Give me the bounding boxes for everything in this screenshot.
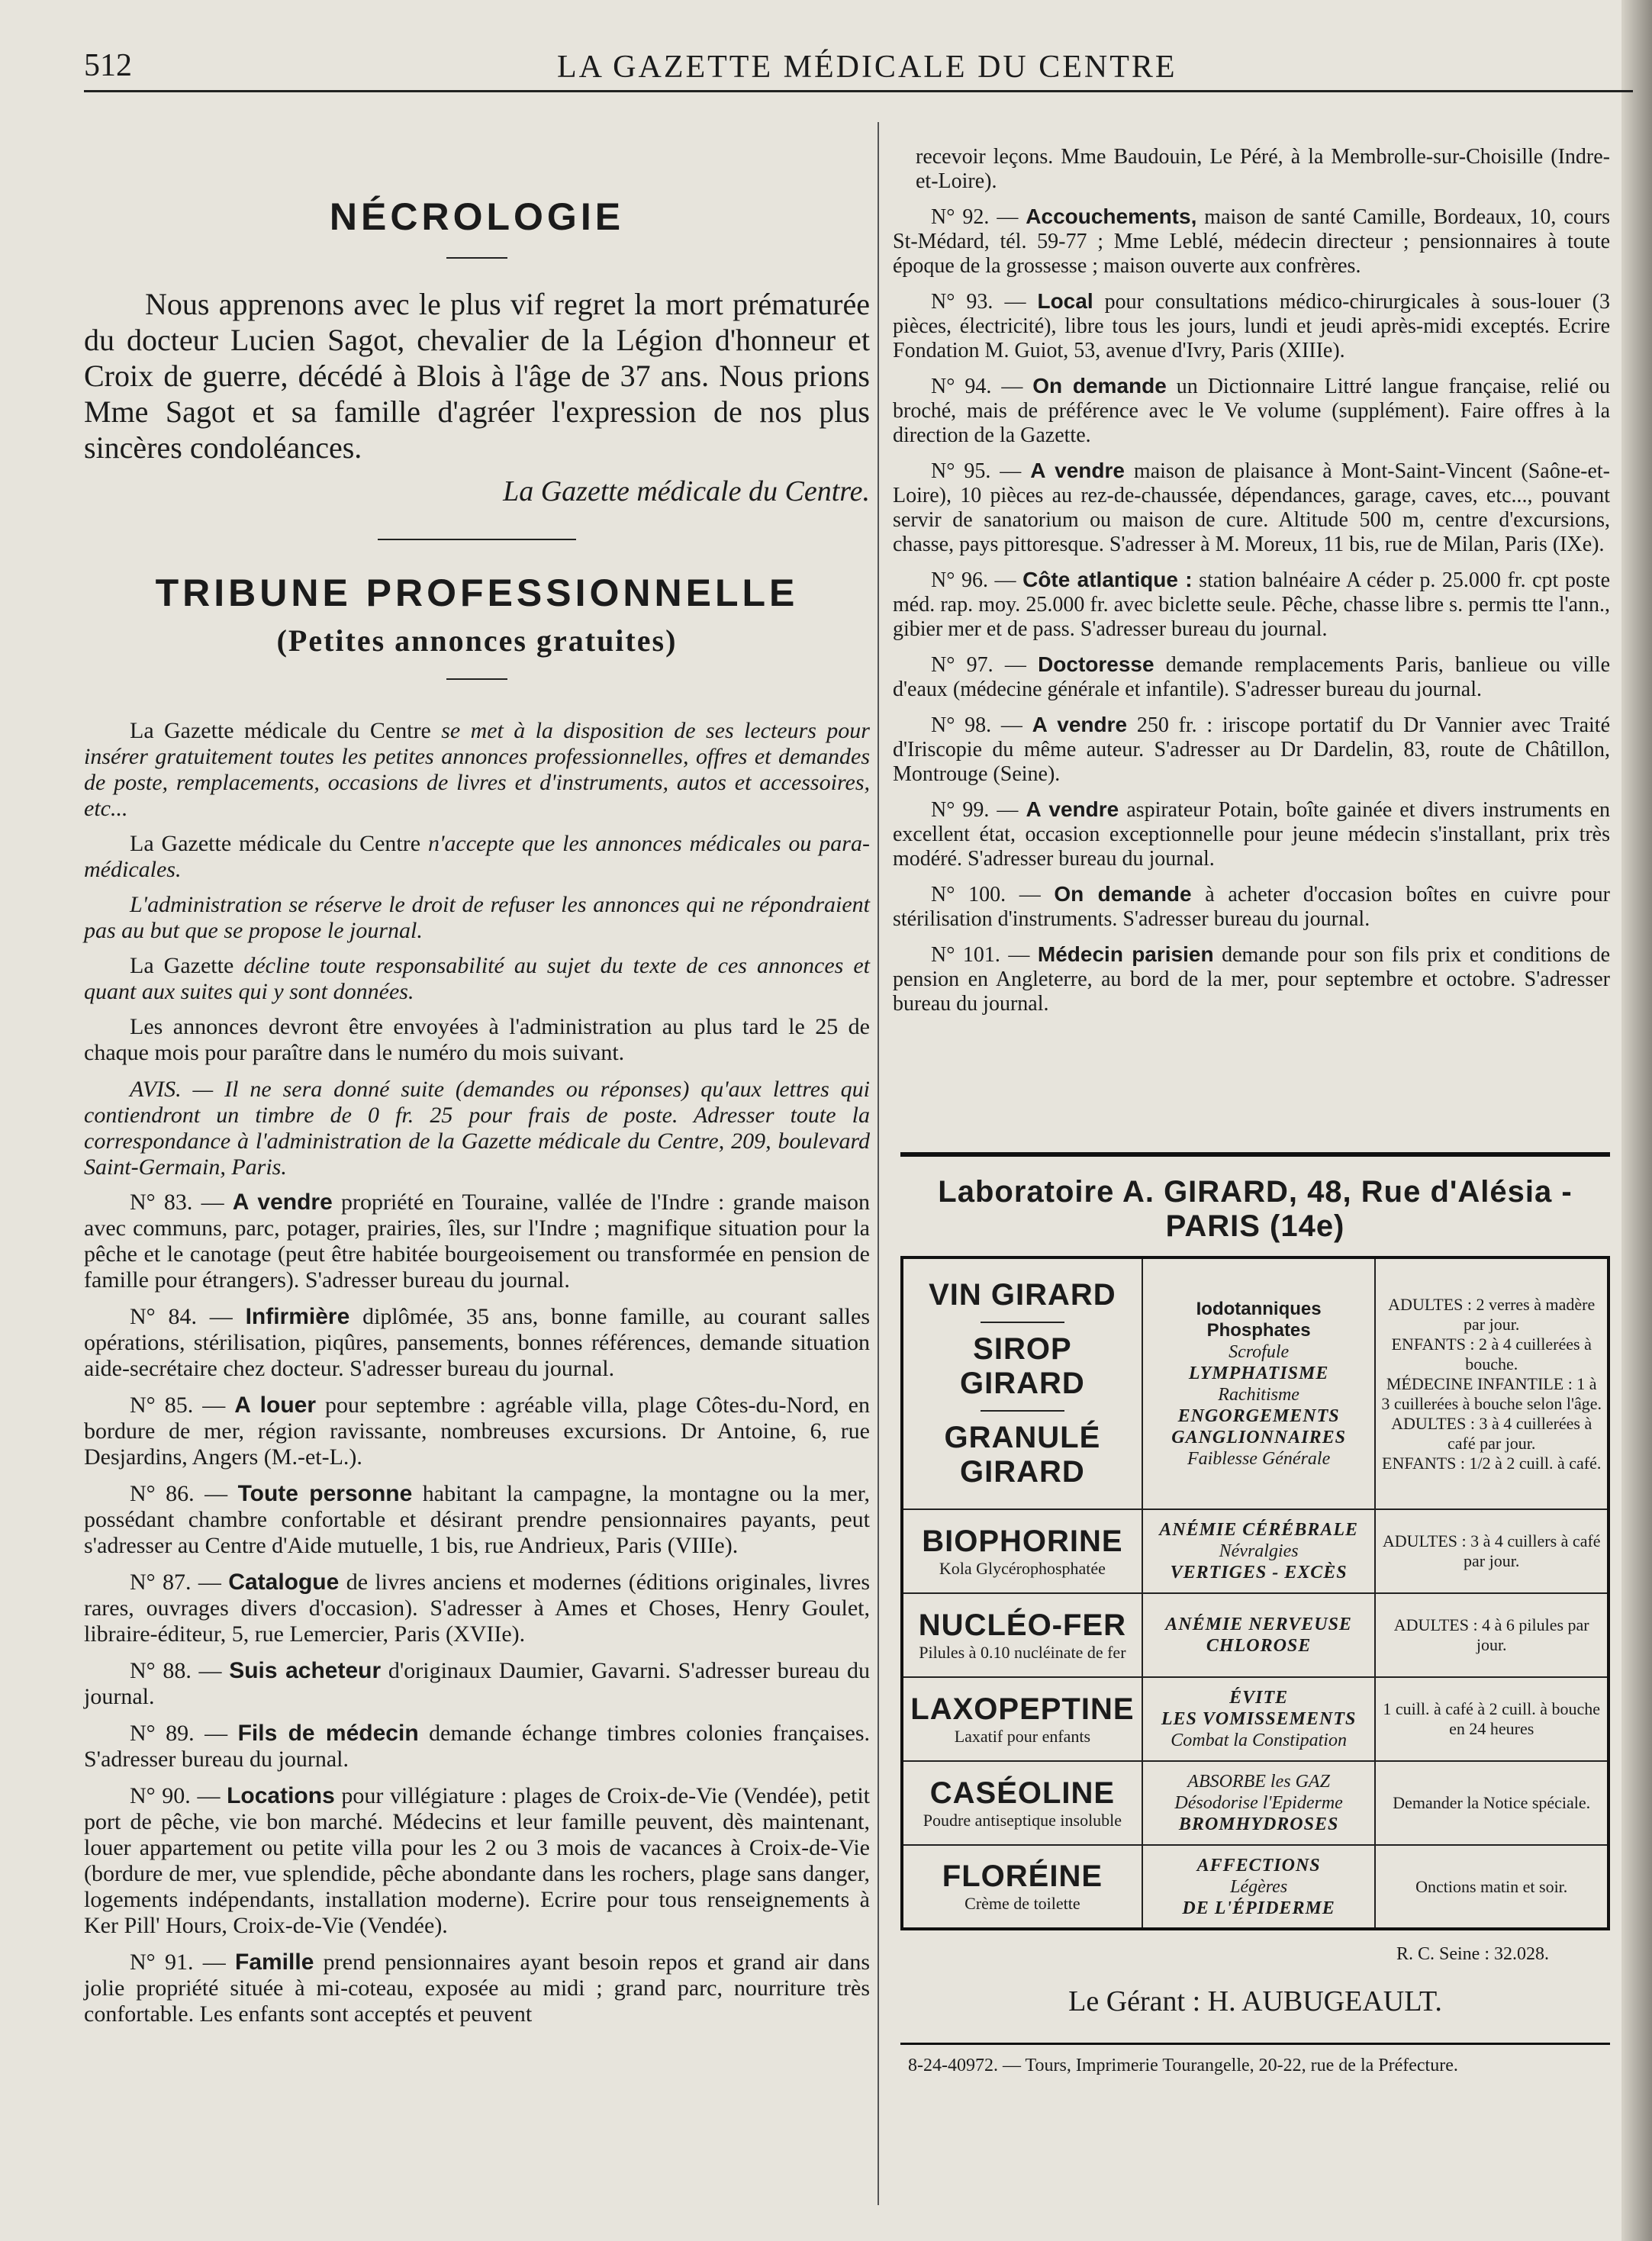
product-name: LAXOPEPTINE (910, 1692, 1135, 1726)
intro-paragraph (84, 831, 870, 883)
column-separator (878, 122, 879, 2205)
gerant-line: Le Gérant : H. AUBUGEAULT. (1068, 1985, 1442, 2017)
ad-number: N° 94. — (931, 375, 1033, 398)
product-row (902, 1257, 1609, 1509)
indication-cell (1142, 1761, 1376, 1845)
indication-line: Phosphates (1206, 1319, 1311, 1341)
indication-line: Désodorise l'Epiderme (1174, 1793, 1343, 1813)
ad-text: pour septembre : agréable villa, plage Côtes-du-Nord, en bordure de mer, région ravissante, nombreuses excursions. Dr Antoine, 6, rue Desjardins, Angers (M.-et-L.). (84, 1393, 870, 1470)
right-column (893, 145, 1610, 1027)
product-cell (902, 1257, 1142, 1509)
ad-keyword: Côte atlantique : (1022, 568, 1193, 591)
ad-number: N° 98. — (931, 713, 1032, 737)
ad-keyword: Suis acheteur (229, 1658, 382, 1683)
classified-ad (84, 1393, 870, 1470)
ad-text: demande échange timbres colonies françaises. S'adresser bureau du journal. (84, 1721, 870, 1772)
dosage-line: ADULTES : 2 verres à madère par jour. (1388, 1294, 1596, 1334)
indication-cell (1142, 1677, 1376, 1761)
ad-keyword: Médecin parisien (1037, 942, 1214, 966)
product-divider (981, 1410, 1064, 1412)
ads-left-list (84, 1190, 870, 2027)
indication-line: Rachitisme (1218, 1384, 1299, 1405)
ad-number: N° 92. — (931, 205, 1026, 229)
classified-ad (893, 942, 1610, 1016)
ad-number: N° 100. — (931, 883, 1055, 906)
ad-text: station balnéaire A céder p. 25.000 fr. cpt poste méd. rap. moy. 25.000 fr. avec biclette seule. Pêche, chasse libre s. permis tte l'ann., gibier mer et de pass. S'adresser bureau du journal. (893, 568, 1610, 641)
ad-keyword: On demande (1054, 882, 1192, 906)
necrologie-signature: La Gazette médicale du Centre. (503, 475, 870, 507)
product-name: CASÉOLINE (929, 1776, 1116, 1810)
footer-rule (900, 2043, 1610, 2045)
ad-number: N° 89. — (130, 1721, 238, 1746)
ad-number: N° 95. — (931, 459, 1031, 483)
journal-title: LA GAZETTE MÉDICALE DU CENTRE (557, 50, 1177, 85)
ad-number: N° 83. — (130, 1190, 233, 1215)
ad-text: demande remplacements Paris, banlieue ou ville d'eaux (médecine générale et infantile). S'adresser bureau du journal. (893, 653, 1610, 701)
indication-line: ANÉMIE CÉRÉBRALE (1159, 1520, 1358, 1540)
product-cell (902, 1677, 1142, 1761)
indication-line: AFFECTIONS (1196, 1855, 1321, 1876)
binding-edge (1621, 0, 1652, 2241)
ad-number: N° 88. — (130, 1658, 230, 1683)
classified-ad (84, 1950, 870, 2027)
product-cell (902, 1845, 1142, 1929)
classified-ad (893, 713, 1610, 787)
ad-text: de livres anciens et modernes (éditions originales, livres rares, ouvrages divers d'occasion). S'adresser à Ames et Choses, Henry Goulet, libraire-éditeur, 5, rue Lemercier, Paris (XVIIe). (84, 1570, 870, 1647)
ad-text: maison de santé Camille, Bordeaux, 10, cours St-Médard, tél. 59-77 ; Mme Leblé, médecin directeur ; pensionnaires à toute époque de la grossesse ; maison ouverte aux confrères. (893, 205, 1611, 278)
intro-text: L'administration se réserve le droit de refuser les annonces qui ne répondraient pas au but que se propose le journal. (84, 892, 870, 943)
dosage-line: Demander la Notice spéciale. (1393, 1793, 1591, 1812)
intro-paragraph (84, 953, 870, 1005)
tribune-notice: Les annonces devront être envoyées à l'administration au plus tard le 25 de chaque mois pour paraître dans le numéro du mois suivant. (84, 1014, 870, 1065)
product-name: NUCLÉO-FER (918, 1608, 1127, 1642)
ad-keyword: On demande (1032, 374, 1167, 398)
indication-cell (1142, 1593, 1376, 1677)
product-name: FLORÉINE (942, 1859, 1103, 1893)
indication-line: ANÉMIE NERVEUSE (1165, 1615, 1352, 1634)
product-row (902, 1677, 1609, 1761)
indication-line: CHLOROSE (1206, 1636, 1312, 1656)
intro-paragraph (84, 892, 870, 944)
ad-keyword: Catalogue (228, 1570, 340, 1595)
indication-line: LYMPHATISME (1188, 1363, 1329, 1383)
ads-right-list (893, 204, 1610, 1016)
product-row (902, 1761, 1609, 1845)
classified-ad (893, 882, 1610, 932)
ad-number: N° 91. — (130, 1950, 235, 1975)
necrologie-text: Nous apprenons avec le plus vif regret la mort prématurée du docteur Lucien Sagot, chevalier de la Légion d'honneur et Croix de guerre, décédé à Blois à l'âge de 37 ans. Nous prions Mme Sagot et sa famille d'agréer l'expression de nos plus sincères condoléances. (84, 287, 870, 465)
left-column (84, 114, 870, 2038)
indication-line: ABSORBE les GAZ (1187, 1772, 1330, 1792)
classified-ad (84, 1304, 870, 1382)
product-name: VIN GIRARD (929, 1278, 1116, 1312)
ad-text: diplômée, 35 ans, bonne famille, au courant salles opérations, stérilisation, piqûres, pansements, bonnes références, demande situation aide-secrétaire chez docteur. S'adresser bureau du journal. (84, 1304, 870, 1381)
product-description: Laxatif pour enfants (954, 1726, 1091, 1746)
indication-line: Légères (1230, 1876, 1288, 1897)
ad-number: N° 93. — (931, 290, 1038, 314)
ad-number: N° 101. — (931, 943, 1038, 967)
intro-lead: La Gazette (130, 953, 234, 978)
ad-text: habitant la campagne, la montagne ou la mer, possédant chambre confortable et désirant prendre pensionnaires payants, peut s'adresser au Centre d'Aide mutuelle, 1 bis, rue Andrieux, Paris (VIIIe). (84, 1481, 870, 1558)
ad-91-continuation: recevoir leçons. Mme Baudouin, Le Péré, à la Membrolle-sur-Choisille (Indre-et-Loire). (916, 145, 1610, 193)
ad-text: demande pour son fils prix et conditions de pension en Angleterre, au bord de la mer, pour septembre et octobre. S'adresser bureau du journal. (893, 943, 1611, 1016)
ad-text: pour consultations médico-chirurgicales à sous-louer (3 pièces, électricité), libre tous les jours, lundi et jeudi après-midi exceptés. Ecrire Fondation M. Guiot, 53, avenue d'Ivry, Paris (XIIIe). (893, 290, 1610, 362)
ad-keyword: Toute personne (237, 1481, 413, 1506)
dosage-cell (1375, 1593, 1609, 1677)
necrologie-title: NÉCROLOGIE (329, 195, 625, 238)
classified-ad (84, 1783, 870, 1939)
classified-ad (893, 652, 1610, 702)
ad-keyword: Famille (235, 1950, 314, 1975)
ad-number: N° 97. — (931, 653, 1039, 677)
indication-line: Faiblesse Générale (1187, 1448, 1331, 1469)
intro-paragraph (84, 718, 870, 822)
rc-seine: R. C. Seine : 32.028. (1396, 1944, 1549, 1964)
indication-cell (1142, 1257, 1376, 1509)
classified-ad (84, 1190, 870, 1293)
ad-text: maison de plaisance à Mont-Saint-Vincent (Saône-et-Loire), 10 pièces au rez-de-chaussée, dépendances, garage, caves, etc..., pouvant servir de sanatorium ou maison de cure. Altitude 500 m, centre d'excursions, chasse, pays pittoresque. S'adresser à M. Moreux, 11 bis, rue de Milan, Paris (IXe). (893, 459, 1610, 556)
indication-line: ENGORGEMENTS (1177, 1405, 1340, 1426)
classified-ad (84, 1570, 870, 1647)
indication-line: GANGLIONNAIRES (1171, 1427, 1346, 1447)
dosage-line: ADULTES : 3 à 4 cuillerées à café par jour. (1391, 1413, 1592, 1453)
classified-ad (893, 568, 1610, 642)
ad-number: N° 84. — (130, 1304, 246, 1329)
ad-keyword: A vendre (1032, 713, 1128, 736)
ad-text: aspirateur Potain, boîte gainée et divers instruments en excellent état, occasion exceptionnelle pour jeune médecin s'installant, prix très modéré. S'adresser bureau du journal. (893, 798, 1611, 871)
tribune-intro (84, 718, 870, 1005)
tribune-rule (446, 678, 507, 680)
ad-text: un Dictionnaire Littré langue française, relié ou broché, mais de préférence avec le Ve volume (supplément). Faire offres à la direction de la Gazette. (893, 375, 1611, 447)
product-name: BIOPHORINE (922, 1524, 1123, 1558)
product-divider (981, 1322, 1064, 1323)
tribune-avis: AVIS. — Il ne sera donné suite (demandes ou réponses) qu'aux lettres qui contiendront un timbre de 0 fr. 25 pour frais de poste. Adresser toute la correspondance à l'administration de la Gazette médicale du Centre, 209, boulevard Saint-Germain, Paris. (84, 1077, 870, 1180)
ad-keyword: A vendre (1026, 797, 1119, 821)
product-name: GRANULÉ GIRARD (944, 1421, 1101, 1489)
ad-keyword: A louer (234, 1393, 317, 1418)
dosage-line: ADULTES : 4 à 6 pilules par jour. (1393, 1615, 1589, 1654)
laboratoire-title: Laboratoire A. GIRARD, 48, Rue d'Alésia - PARIS (14e) (938, 1175, 1573, 1243)
intro-text: n'accepte que les annonces médicales ou para-médicales. (84, 831, 870, 882)
dosage-line: MÉDECINE INFANTILE : 1 à 3 cuillerées à bouche selon l'âge. (1381, 1373, 1602, 1413)
ad-text: 250 fr. : iriscope portatif du Dr Vannier avec Traité d'Iriscopie du même auteur. S'adresser au Dr Dardelin, 83, route de Châtillon, Montrouge (Seine). (893, 713, 1611, 786)
ad-text: propriété en Touraine, vallée de l'Indre : grande maison avec communs, parc, potager, prairies, îles, sur l'Indre ; magnifique situation pour la pêche et le canotage (peut être habitée bourgeoisement ou transformée en pension de famille pour étrangers). S'adresser bureau du journal. (84, 1190, 870, 1293)
tribune-title: TRIBUNE PROFESSIONNELLE (155, 572, 799, 614)
dosage-line: Onctions matin et soir. (1415, 1876, 1568, 1896)
classified-ad (84, 1481, 870, 1559)
ad-text: à acheter d'occasion boîtes en cuivre pour stérilisation d'instruments. S'adresser bureau du journal. (893, 883, 1611, 931)
classified-ad (84, 1721, 870, 1773)
indication-line: Iodotanniques (1196, 1298, 1322, 1319)
indication-line: DE L'ÉPIDERME (1182, 1898, 1335, 1918)
advert-top-rule (900, 1152, 1610, 1157)
ad-keyword: Infirmière (245, 1304, 350, 1329)
indication-cell (1142, 1845, 1376, 1929)
ad-keyword: Fils de médecin (237, 1721, 419, 1746)
ad-text: d'originaux Daumier, Gavarni. S'adresser bureau du journal. (84, 1658, 870, 1709)
dosage-line: ENFANTS : 1/2 à 2 cuill. à café. (1382, 1453, 1602, 1473)
ad-number: N° 86. — (130, 1481, 238, 1506)
running-header (84, 47, 1595, 101)
classified-ad (893, 797, 1610, 871)
section-rule (378, 539, 576, 540)
indication-line: BROMHYDROSES (1178, 1814, 1339, 1834)
indication-line: Scrofule (1229, 1341, 1290, 1362)
product-cell (902, 1593, 1142, 1677)
ad-keyword: Doctoresse (1038, 652, 1154, 676)
necrologie-rule (446, 257, 507, 259)
product-description: Kola Glycérophosphatée (939, 1558, 1106, 1578)
tribune-subtitle: (Petites annonces gratuites) (276, 623, 678, 658)
indication-line: Névralgies (1219, 1541, 1299, 1561)
indication-line: LES VOMISSEMENTS (1161, 1709, 1357, 1729)
product-table (900, 1256, 1610, 1930)
product-name: SIROP GIRARD (960, 1332, 1085, 1400)
indication-cell (1142, 1509, 1376, 1593)
classified-ad (84, 1658, 870, 1710)
product-description: Pilules à 0.10 nucléinate de fer (919, 1642, 1126, 1662)
ad-keyword: Local (1037, 289, 1093, 313)
product-row (902, 1845, 1609, 1929)
printer-line: 8-24-40972. — Tours, Imprimerie Tourangelle, 20-22, rue de la Préfecture. (908, 2056, 1458, 2075)
product-row (902, 1509, 1609, 1593)
ad-number: N° 85. — (130, 1393, 235, 1418)
classified-ad (893, 204, 1610, 279)
ad-number: N° 90. — (130, 1783, 227, 1808)
indication-line: ÉVITE (1229, 1688, 1289, 1708)
intro-text: décline toute responsabilité au sujet du texte de ces annonces et quant aux suites qui y sont données. (84, 953, 870, 1004)
product-cell (902, 1761, 1142, 1845)
header-rule (84, 90, 1633, 92)
dosage-cell (1375, 1845, 1609, 1929)
ad-keyword: Accouchements, (1026, 204, 1197, 228)
product-description: Crème de toilette (964, 1894, 1080, 1913)
dosage-line: ADULTES : 3 à 4 cuillers à café par jour. (1382, 1531, 1601, 1570)
dosage-cell (1375, 1761, 1609, 1845)
indication-line: Combat la Constipation (1171, 1731, 1347, 1750)
laboratoire-girard-advert (900, 1152, 1610, 2076)
intro-lead: La Gazette médicale du Centre (130, 831, 421, 856)
product-cell (902, 1509, 1142, 1593)
dosage-line: ENFANTS : 2 à 4 cuillerées à bouche. (1391, 1334, 1592, 1373)
dosage-line: 1 cuill. à café à 2 cuill. à bouche en 24 heures (1383, 1699, 1601, 1738)
ad-number: N° 99. — (931, 798, 1026, 822)
intro-lead: La Gazette médicale du Centre (130, 718, 431, 743)
dosage-cell (1375, 1677, 1609, 1761)
indication-line: VERTIGES - EXCÈS (1170, 1563, 1348, 1583)
ad-number: N° 87. — (130, 1570, 229, 1595)
ad-number: N° 96. — (931, 568, 1023, 592)
ad-keyword: A vendre (1030, 459, 1125, 482)
classified-ad (893, 289, 1610, 363)
product-row (902, 1593, 1609, 1677)
product-description: Poudre antiseptique insoluble (923, 1810, 1122, 1830)
ad-text: prend pensionnaires ayant besoin repos et grand air dans jolie propriété située à mi-coteau, exposée au midi ; grand parc, nourriture très confortable. Les enfants sont acceptés et peuvent (84, 1950, 870, 2027)
page-number: 512 (84, 48, 132, 83)
intro-text: se met à la disposition de ses lecteurs pour insérer gratuitement toutes les petites annonces professionnelles, offres et demandes de poste, remplacements, occasions de livres et d'instruments, autos et accessoires, etc... (84, 718, 870, 821)
dosage-cell (1375, 1257, 1609, 1509)
classified-ad (893, 459, 1610, 557)
classified-ad (893, 374, 1610, 448)
dosage-cell (1375, 1509, 1609, 1593)
ad-text: pour villégiature : plages de Croix-de-Vie (Vendée), petit port de pêche, vie bon marché. Médecins et leur famille peuvent, dès maintenant, louer appartement ou petite villa pour les 2 ou 3 mois de vacances à Croix-de-Vie (bordure de mer, vue splendide, pêche abondante dans les rochers, plage sans danger, logements indépendants, installation moderne). Ecrire pour tous renseignements à Ker Pill' Hours, Croix-de-Vie (Vendée). (84, 1783, 870, 1938)
ad-keyword: Locations (227, 1783, 335, 1808)
ad-keyword: A vendre (232, 1190, 333, 1215)
